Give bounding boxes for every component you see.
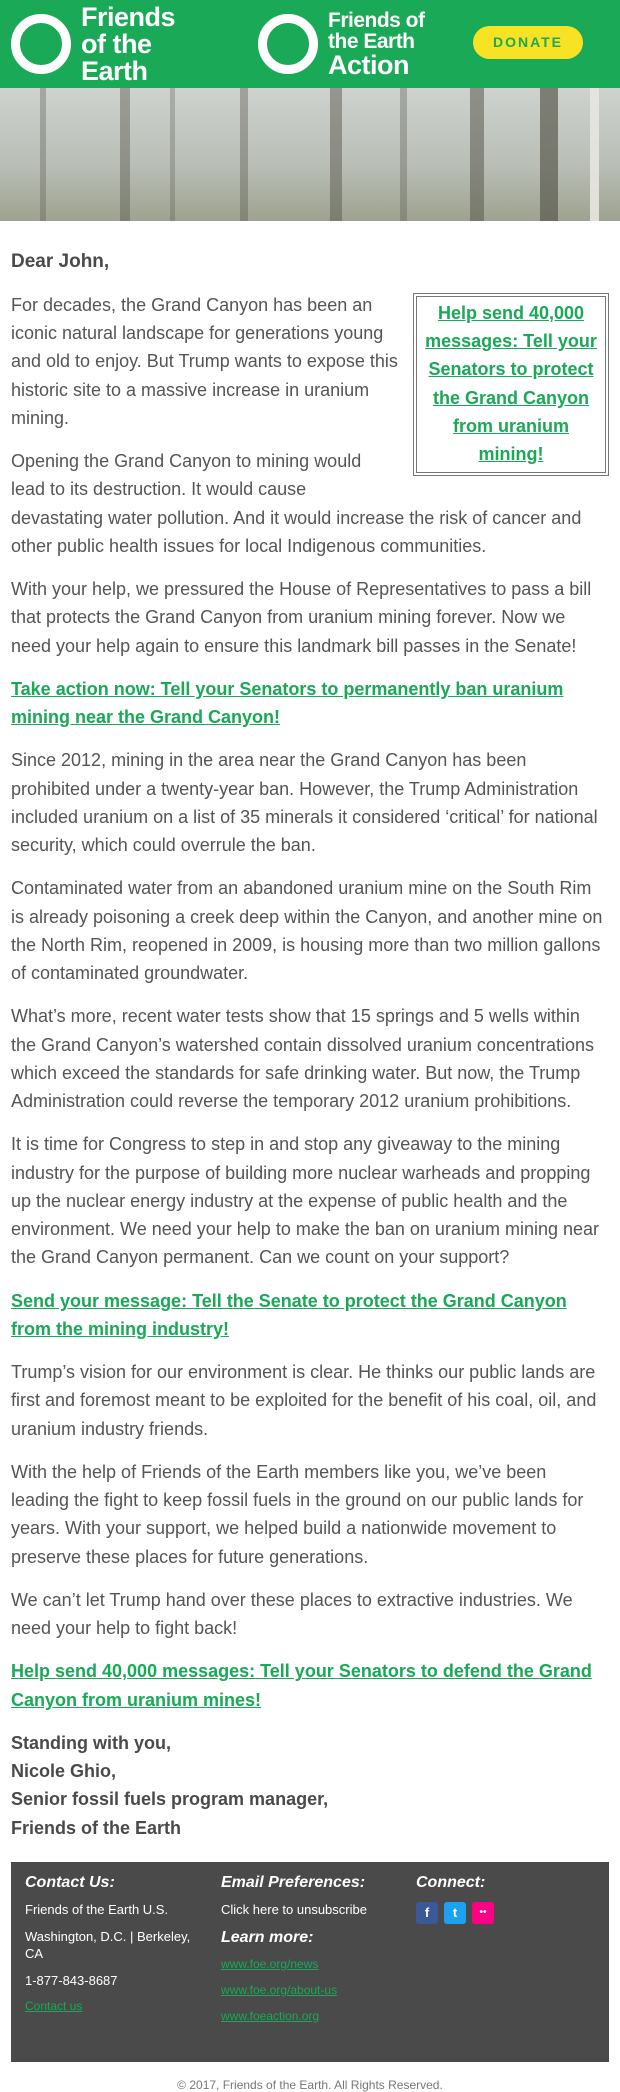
header [0,0,620,88]
foe-logo[interactable] [11,1,191,86]
donate-button[interactable]: DONATE [473,26,583,59]
callout-box [413,293,609,477]
paragraph: Opening the Grand Canyon to mining would lead to its destruction. It would cause devastating water pollution. And it would increase the risk of cancer and other public health issues for local Indigenous communities. [11,451,582,556]
foe-action-logo[interactable] [258,8,448,80]
footer [11,1862,609,2062]
foe-action-link[interactable]: www.foeaction.org [221,2008,320,2023]
contact-us-link[interactable]: Contact us [25,1999,83,2014]
contact-heading: Contact Us: [25,1873,115,1891]
learn-more-heading: Learn more: [221,1928,314,1946]
signature-line: Standing with you, [11,1732,171,1753]
hero-forest-image [0,88,620,221]
foe-action-logo-top: Friends of the Earth [328,8,425,53]
footer-contact-column [25,1874,205,2026]
copyright: © 2017, Friends of the Earth. All Rights Reserved. [177,2077,443,2092]
twitter-icon[interactable]: t [444,1902,466,1924]
paragraph: With your help, we pressured the House of Representatives to pass a bill that protects the Grand Canyon from uranium mining forever. Now we need your help again to ensure this landmark bill passes in the Senate! [11,579,592,656]
signature-line: Nicole Ghio, [11,1761,117,1782]
prefs-heading: Email Preferences: [221,1873,366,1891]
connect-heading: Connect: [416,1873,486,1891]
social-icons [416,1902,566,1924]
email-body [0,247,620,1842]
greeting: Dear John, [11,251,110,272]
signature-line: Friends of the Earth [11,1817,182,1838]
flickr-icon[interactable]: •• [472,1902,494,1924]
phone: 1-877-843-8687 [25,1972,118,1988]
about-link[interactable]: www.foe.org/about-us [221,1982,338,1997]
paragraph: It is time for Congress to step in and stop any giveaway to the mining industry for the purpose of building more nuclear warheads and propping up the nuclear energy industry at the expense of public health and the environment. We need your help to make the ban on uranium mining near the Grand Canyon permanent. Can we count on your support? [11,1134,600,1268]
cta-link-take-action[interactable]: Take action now: Tell your Senators to permanently ban uranium mining near the Grand Canyon! [11,678,564,728]
foe-action-logo-big: Action [328,49,409,80]
earth-ring-icon [11,14,71,74]
cta-link-send-message[interactable]: Send your message: Tell the Senate to protect the Grand Canyon from the mining industry! [11,1290,567,1339]
location: Washington, D.C. | Berkeley, CA [25,1928,191,1961]
cta-link-help-send[interactable]: Help send 40,000 messages: Tell your Senators to defend the Grand Canyon from uranium mines! [11,1661,592,1710]
news-link[interactable]: www.foe.org/news [221,1956,319,1971]
paragraph: Contaminated water from an abandoned uranium mine on the South Rim is already poisoning a creek deep within the Canyon, and another mine on the North Rim, reopened in 2009, is housing more than two million gallons of contaminated groundwater. [11,878,603,984]
foe-logo-text: Friends of the Earth [81,1,176,86]
footer-prefs-column [221,1874,401,2035]
paragraph: Since 2012, mining in the area near the Grand Canyon has been prohibited under a twenty-year ban. However, the Trump Administration included uranium on a list of 35 minerals it considered ‘critical’ for national security, which could overrule the ban. [11,750,598,856]
org-name: Friends of the Earth U.S. [25,1901,169,1917]
paragraph: With the help of Friends of the Earth members like you, we’ve been leading the fight to keep fossil fuels in the ground on our public lands for years. With your support, we helped build a nationwide movement to preserve these places for future generations. [11,1461,584,1567]
unsubscribe-link[interactable]: Click here to unsubscribe [221,1901,367,1917]
signature-line: Senior fossil fuels program manager, [11,1789,329,1810]
footer-connect-column [416,1874,566,1924]
paragraph: We can’t let Trump hand over these places to extractive industries. We need your help to fight back! [11,1589,573,1639]
earth-ring-icon [258,14,318,74]
callout-link[interactable]: Help send 40,000 messages: Tell your Senators to protect the Grand Canyon from uranium mining! [425,302,597,465]
facebook-icon[interactable]: f [416,1902,438,1924]
paragraph: What’s more, recent water tests show that 15 springs and 5 wells within the Grand Canyon’s watershed contain dissolved uranium concentrations which exceed the standards for safe drinking water. But now, the Trump Administration could reverse the temporary 2012 uranium prohibitions. [11,1006,595,1112]
paragraph: Trump’s vision for our environment is clear. He thinks our public lands are first and foremost meant to be exploited for the benefit of his coal, oil, and uranium industry friends. [11,1362,597,1439]
paragraph: For decades, the Grand Canyon has been an iconic natural landscape for generations young and old to enjoy. But Trump wants to expose this historic site to a massive increase in uranium mining. [11,294,398,428]
signature [11,1729,609,1842]
